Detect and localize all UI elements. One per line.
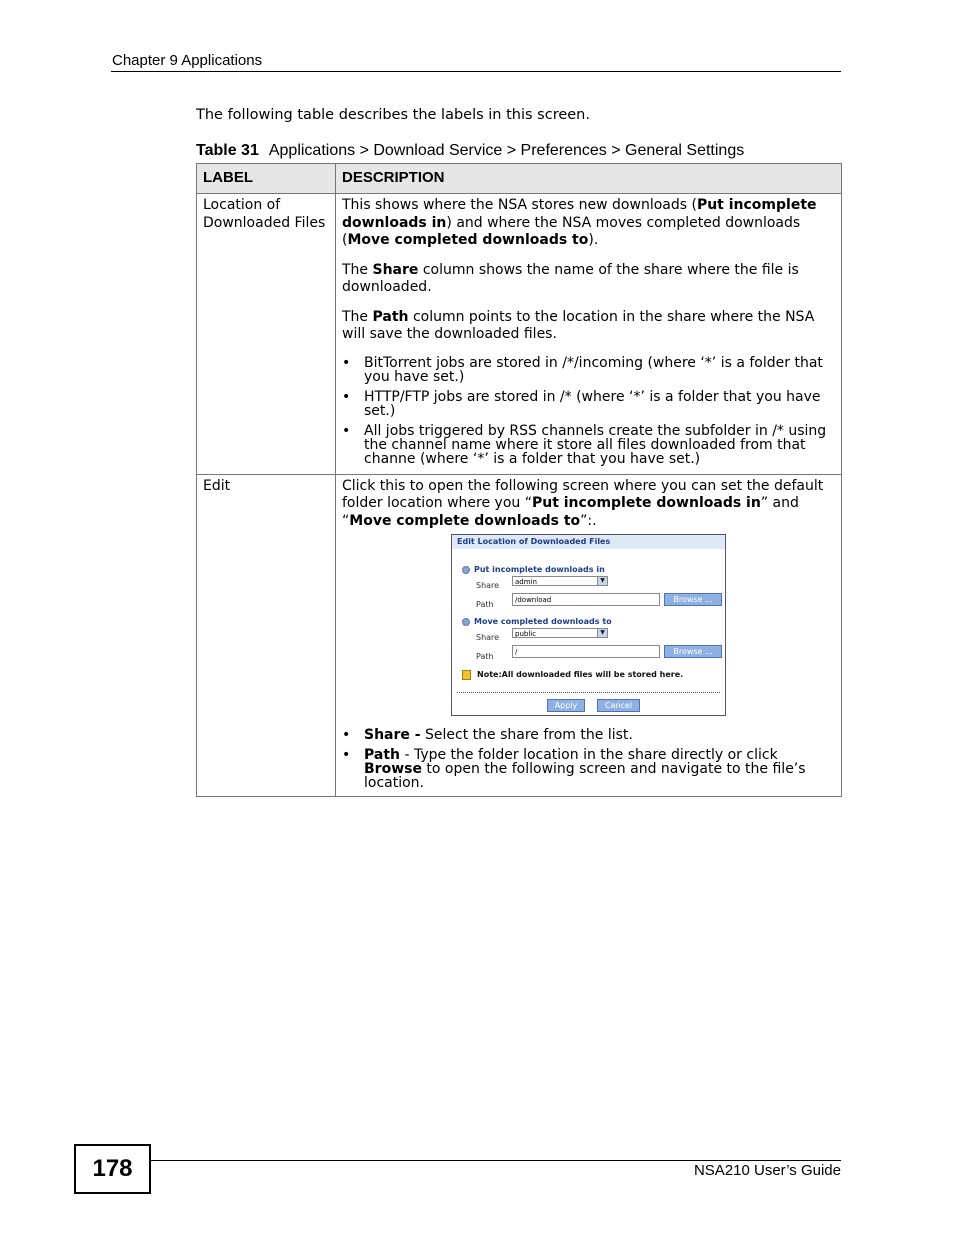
- chevron-down-icon[interactable]: ▼: [597, 629, 607, 637]
- list-item: • BitTorrent jobs are stored in /*/incoming (where ‘*’ is a folder that you have set.): [342, 356, 835, 384]
- table-row: [197, 474, 842, 797]
- section-move-completed: Move completed downloads to: [462, 613, 612, 631]
- footer-rule: [151, 1160, 841, 1161]
- globe-icon: [462, 618, 470, 626]
- table-title: Applications > Download Service > Preferences > General Settings: [268, 142, 745, 159]
- list-item: • HTTP/FTP jobs are stored in /* (where ‘*’ is a folder that you have set.): [342, 390, 835, 418]
- path-input[interactable]: /: [512, 645, 660, 658]
- list-item: • All jobs triggered by RSS channels create the subfolder in /* using the channel name where it store all files downloaded from that channe (where ‘*’ is a folder that you have set.): [342, 424, 835, 466]
- bullet-list: [342, 356, 835, 466]
- path-input[interactable]: /download: [512, 593, 660, 606]
- table-number: Table 31: [196, 142, 259, 159]
- divider: [457, 692, 720, 693]
- share-label: Share: [476, 581, 500, 590]
- intro-text: The following table describes the labels in this screen.: [196, 107, 590, 123]
- label-line: Downloaded Files: [203, 214, 326, 231]
- page-number: 178: [74, 1144, 151, 1194]
- row-description: [336, 474, 842, 797]
- paragraph: Click this to open the following screen where you can set the default folder location where you “Put incomplete downloads in” and “Move complete downloads to”:.: [342, 477, 824, 529]
- header-description: DESCRIPTION: [336, 164, 842, 194]
- cancel-button[interactable]: Cancel: [597, 699, 640, 712]
- description-table: [196, 163, 842, 797]
- list-item: • Share - Select the share from the list.: [342, 728, 835, 742]
- paragraph: This shows where the NSA stores new downloads (Put incomplete downloads in) and where the NSA moves completed downloads (Move completed downloads to).: [342, 197, 817, 248]
- section-put-incomplete: Put incomplete downloads in: [462, 561, 605, 579]
- share-label: Share: [476, 633, 500, 642]
- path-label: Path: [476, 652, 494, 661]
- chapter-header: Chapter 9 Applications: [112, 52, 263, 69]
- path-label: Path: [476, 600, 494, 609]
- edit-location-screenshot: [451, 534, 726, 716]
- row-label: [197, 194, 336, 475]
- header-label: LABEL: [197, 164, 336, 194]
- apply-button[interactable]: Apply: [547, 699, 585, 712]
- browse-button[interactable]: Browse ...: [664, 593, 722, 606]
- note-text: Note:All downloaded files will be stored here.: [462, 666, 683, 684]
- table-row: [197, 194, 842, 475]
- table-caption: [196, 142, 744, 160]
- table-header-row: [197, 164, 842, 194]
- globe-icon: [462, 566, 470, 574]
- note-icon: [462, 670, 471, 680]
- bullet-list: [342, 728, 835, 790]
- chevron-down-icon[interactable]: ▼: [597, 577, 607, 585]
- row-label: Edit: [197, 474, 336, 797]
- row-description: [336, 194, 842, 475]
- share-select[interactable]: public ▼: [512, 628, 608, 638]
- label-line: Location of: [203, 197, 281, 213]
- share-select[interactable]: admin ▼: [512, 576, 608, 586]
- dialog-title: Edit Location of Downloaded Files: [452, 535, 725, 549]
- paragraph: The Path column points to the location in the share where the NSA will save the downloaded files.: [342, 308, 815, 342]
- paragraph: The Share column shows the name of the share where the file is downloaded.: [342, 261, 799, 295]
- guide-title: NSA210 User’s Guide: [693, 1162, 841, 1179]
- header-rule: [111, 71, 841, 72]
- list-item: • Path - Type the folder location in the share directly or click Browse to open the following screen and navigate to the file’s location.: [342, 748, 835, 790]
- browse-button[interactable]: Browse ...: [664, 645, 722, 658]
